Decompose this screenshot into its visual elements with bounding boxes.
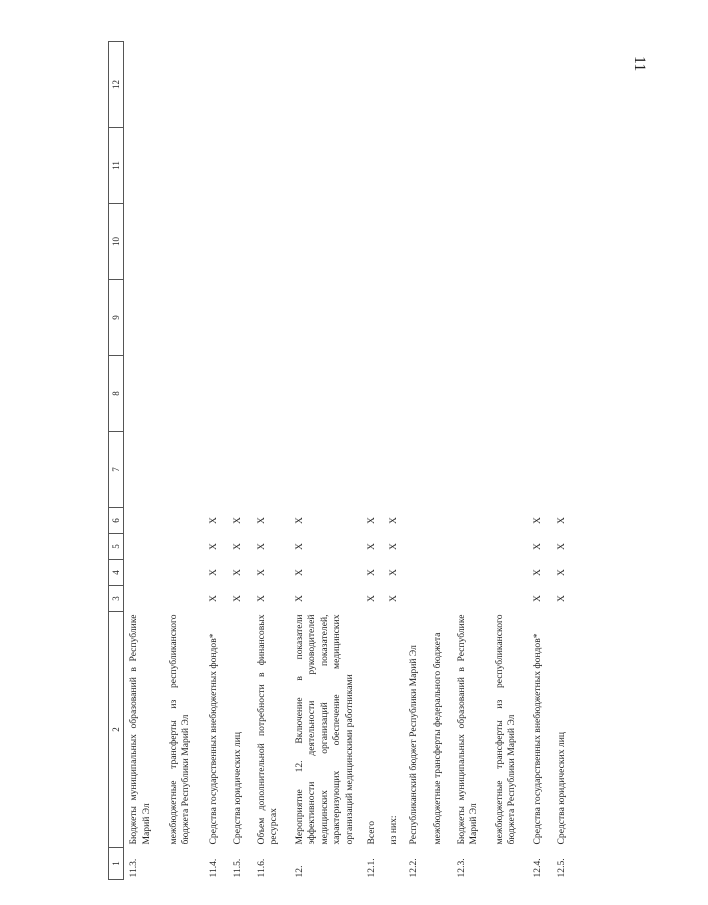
cell-empty — [490, 356, 528, 432]
cell-mark — [404, 560, 428, 586]
row-number: 12. — [293, 865, 305, 878]
cell-empty — [124, 432, 164, 508]
cell-empty — [428, 42, 452, 128]
cell-empty — [252, 204, 290, 280]
cell-empty — [552, 204, 576, 280]
cell-mark: X — [531, 517, 543, 524]
column-header: 7 — [109, 432, 124, 508]
table-row — [384, 42, 404, 880]
cell-empty — [384, 356, 404, 432]
cell-empty — [404, 128, 428, 204]
cell-mark: X — [255, 517, 267, 524]
cell-empty — [528, 42, 552, 128]
cell-mark — [452, 534, 490, 560]
cell-mark: X — [531, 543, 543, 550]
row-number: 11.3. — [128, 858, 139, 878]
row-description: Мероприятие 12. Включение в показатели эффективности деятельности руководителей медицинских организаций показателей, характеризующих обеспечение медицинских организаций медицинскими работниками — [293, 614, 355, 845]
cell-empty — [362, 280, 384, 356]
cell-empty — [228, 204, 252, 280]
table-row — [528, 42, 552, 880]
cell-empty — [384, 204, 404, 280]
cell-mark: X — [293, 595, 305, 602]
table-row — [362, 42, 384, 880]
cell-mark: X — [555, 543, 567, 550]
cell-empty — [204, 280, 228, 356]
cell-empty — [490, 204, 528, 280]
cell-empty — [490, 280, 528, 356]
cell-empty — [124, 42, 164, 128]
table-row — [204, 42, 228, 880]
cell-mark: X — [531, 569, 543, 576]
table-row — [164, 42, 204, 880]
cell-empty — [362, 356, 384, 432]
cell-mark: X — [387, 595, 399, 602]
cell-empty — [490, 42, 528, 128]
cell-mark: X — [255, 569, 267, 576]
table-row — [252, 42, 290, 880]
cell-mark — [428, 560, 452, 586]
cell-empty — [228, 432, 252, 508]
cell-mark: X — [365, 517, 377, 524]
cell-empty — [204, 432, 228, 508]
cell-mark: X — [365, 595, 377, 602]
cell-empty — [362, 204, 384, 280]
row-number: 11.5. — [231, 858, 243, 878]
row-description: межбюджетные трансферты из республиканского бюджета Республики Марий Эл — [167, 614, 191, 845]
cell-mark: X — [231, 595, 243, 602]
row-description: межбюджетные трансферты из республиканского бюджета Республики Марий Эл — [493, 614, 517, 845]
cell-empty — [164, 42, 204, 128]
cell-mark: X — [231, 543, 243, 550]
cell-mark — [428, 508, 452, 534]
rotated-page — [108, 10, 708, 880]
table-row — [404, 42, 428, 880]
cell-empty — [552, 280, 576, 356]
cell-empty — [528, 356, 552, 432]
cell-empty — [290, 356, 362, 432]
cell-mark — [164, 586, 204, 612]
cell-empty — [228, 128, 252, 204]
row-number — [384, 848, 404, 880]
cell-mark: X — [531, 595, 543, 602]
column-header: 1 — [109, 848, 124, 880]
cell-mark — [490, 586, 528, 612]
row-description: Бюджеты муниципальных образований в Республике Марий Эл — [455, 614, 479, 845]
cell-mark: X — [365, 569, 377, 576]
cell-empty — [124, 280, 164, 356]
cell-mark: X — [255, 543, 267, 550]
cell-mark: X — [555, 569, 567, 576]
cell-mark — [124, 586, 164, 612]
cell-empty — [362, 432, 384, 508]
row-number: 12.5. — [555, 858, 567, 878]
cell-empty — [452, 128, 490, 204]
cell-mark — [452, 508, 490, 534]
cell-empty — [290, 280, 362, 356]
cell-empty — [452, 280, 490, 356]
cell-mark: X — [207, 517, 219, 524]
column-header: 4 — [109, 560, 124, 586]
cell-mark: X — [387, 517, 399, 524]
cell-empty — [452, 432, 490, 508]
cell-empty — [164, 432, 204, 508]
page-number: 11 — [631, 56, 648, 72]
cell-empty — [490, 432, 528, 508]
cell-empty — [228, 280, 252, 356]
cell-mark: X — [293, 517, 305, 524]
column-header: 6 — [109, 508, 124, 534]
column-header: 8 — [109, 356, 124, 432]
cell-empty — [528, 128, 552, 204]
cell-mark: X — [293, 543, 305, 550]
cell-empty — [428, 432, 452, 508]
cell-empty — [164, 356, 204, 432]
cell-empty — [384, 128, 404, 204]
cell-empty — [204, 128, 228, 204]
row-description: Средства государственных внебюджетных фондов* — [531, 633, 543, 845]
cell-empty — [384, 432, 404, 508]
cell-mark: X — [555, 595, 567, 602]
cell-empty — [452, 356, 490, 432]
cell-mark — [490, 534, 528, 560]
cell-empty — [404, 432, 428, 508]
row-description: Республиканский бюджет Республики Марий Эл — [407, 645, 419, 845]
column-header: 9 — [109, 280, 124, 356]
row-number — [164, 848, 204, 880]
row-number: 12.2. — [407, 858, 419, 878]
cell-mark — [164, 534, 204, 560]
cell-mark — [404, 534, 428, 560]
row-number: 11.6. — [255, 858, 267, 878]
cell-empty — [552, 42, 576, 128]
table-row — [490, 42, 528, 880]
row-number: 12.1. — [365, 858, 377, 878]
row-description: Всего — [365, 820, 377, 845]
cell-mark: X — [207, 595, 219, 602]
column-header: 3 — [109, 586, 124, 612]
cell-empty — [204, 356, 228, 432]
row-description: Средства юридических лиц — [555, 732, 567, 845]
cell-empty — [252, 280, 290, 356]
cell-empty — [384, 280, 404, 356]
cell-mark — [124, 560, 164, 586]
cell-mark: X — [387, 569, 399, 576]
cell-empty — [428, 356, 452, 432]
cell-empty — [204, 204, 228, 280]
cell-empty — [404, 204, 428, 280]
cell-empty — [552, 356, 576, 432]
table-header-row — [109, 42, 124, 880]
cell-empty — [124, 356, 164, 432]
cell-empty — [164, 280, 204, 356]
column-header: 2 — [109, 612, 124, 848]
cell-mark: X — [207, 543, 219, 550]
row-description: межбюджетные трансферты федерального бюджета — [431, 632, 443, 845]
cell-empty — [252, 356, 290, 432]
row-number: 12.4. — [531, 858, 543, 878]
cell-empty — [290, 204, 362, 280]
cell-empty — [124, 204, 164, 280]
cell-mark — [404, 508, 428, 534]
cell-empty — [164, 204, 204, 280]
row-description: из них: — [387, 815, 399, 845]
table-row — [452, 42, 490, 880]
row-number: 11.4. — [207, 858, 219, 878]
cell-empty — [404, 42, 428, 128]
cell-mark — [164, 508, 204, 534]
cell-mark — [452, 560, 490, 586]
cell-mark: X — [555, 517, 567, 524]
row-number — [490, 848, 528, 880]
cell-empty — [252, 432, 290, 508]
cell-mark — [452, 586, 490, 612]
cell-mark — [490, 508, 528, 534]
cell-empty — [428, 128, 452, 204]
cell-mark — [124, 534, 164, 560]
cell-empty — [528, 204, 552, 280]
cell-empty — [362, 128, 384, 204]
cell-empty — [452, 42, 490, 128]
cell-empty — [252, 128, 290, 204]
column-header: 10 — [109, 204, 124, 280]
program-table — [108, 41, 576, 880]
column-header: 5 — [109, 534, 124, 560]
cell-empty — [290, 432, 362, 508]
table-row — [552, 42, 576, 880]
row-description: Средства юридических лиц — [231, 732, 243, 845]
cell-empty — [362, 42, 384, 128]
cell-empty — [290, 42, 362, 128]
table-row — [228, 42, 252, 880]
cell-mark: X — [231, 517, 243, 524]
cell-empty — [452, 204, 490, 280]
row-description: Средства государственных внебюджетных фондов* — [207, 633, 219, 845]
cell-empty — [552, 128, 576, 204]
cell-mark: X — [207, 569, 219, 576]
cell-mark — [164, 560, 204, 586]
cell-empty — [428, 280, 452, 356]
cell-empty — [252, 42, 290, 128]
cell-empty — [404, 280, 428, 356]
cell-mark — [428, 586, 452, 612]
cell-mark: X — [365, 543, 377, 550]
cell-empty — [384, 42, 404, 128]
cell-empty — [428, 204, 452, 280]
cell-mark: X — [231, 569, 243, 576]
cell-empty — [204, 42, 228, 128]
cell-empty — [528, 280, 552, 356]
cell-mark: X — [387, 543, 399, 550]
table-body — [124, 42, 576, 880]
cell-mark: X — [293, 569, 305, 576]
table-row — [290, 42, 362, 880]
cell-mark — [124, 508, 164, 534]
row-number — [428, 848, 452, 880]
cell-empty — [528, 432, 552, 508]
cell-empty — [552, 432, 576, 508]
row-description: Объем дополнительной потребности в финансовых ресурсах — [255, 614, 279, 845]
cell-empty — [290, 128, 362, 204]
cell-mark — [404, 586, 428, 612]
table-row — [428, 42, 452, 880]
cell-empty — [404, 356, 428, 432]
cell-empty — [228, 42, 252, 128]
cell-mark: X — [255, 595, 267, 602]
cell-empty — [164, 128, 204, 204]
column-header: 11 — [109, 128, 124, 204]
table-row — [124, 42, 164, 880]
cell-empty — [490, 128, 528, 204]
row-number: 12.3. — [455, 858, 467, 878]
column-header: 12 — [109, 42, 124, 128]
cell-empty — [124, 128, 164, 204]
row-description: Бюджеты муниципальных образований в Республике Марий Эл — [128, 614, 152, 845]
cell-empty — [228, 356, 252, 432]
cell-mark — [428, 534, 452, 560]
cell-mark — [490, 560, 528, 586]
